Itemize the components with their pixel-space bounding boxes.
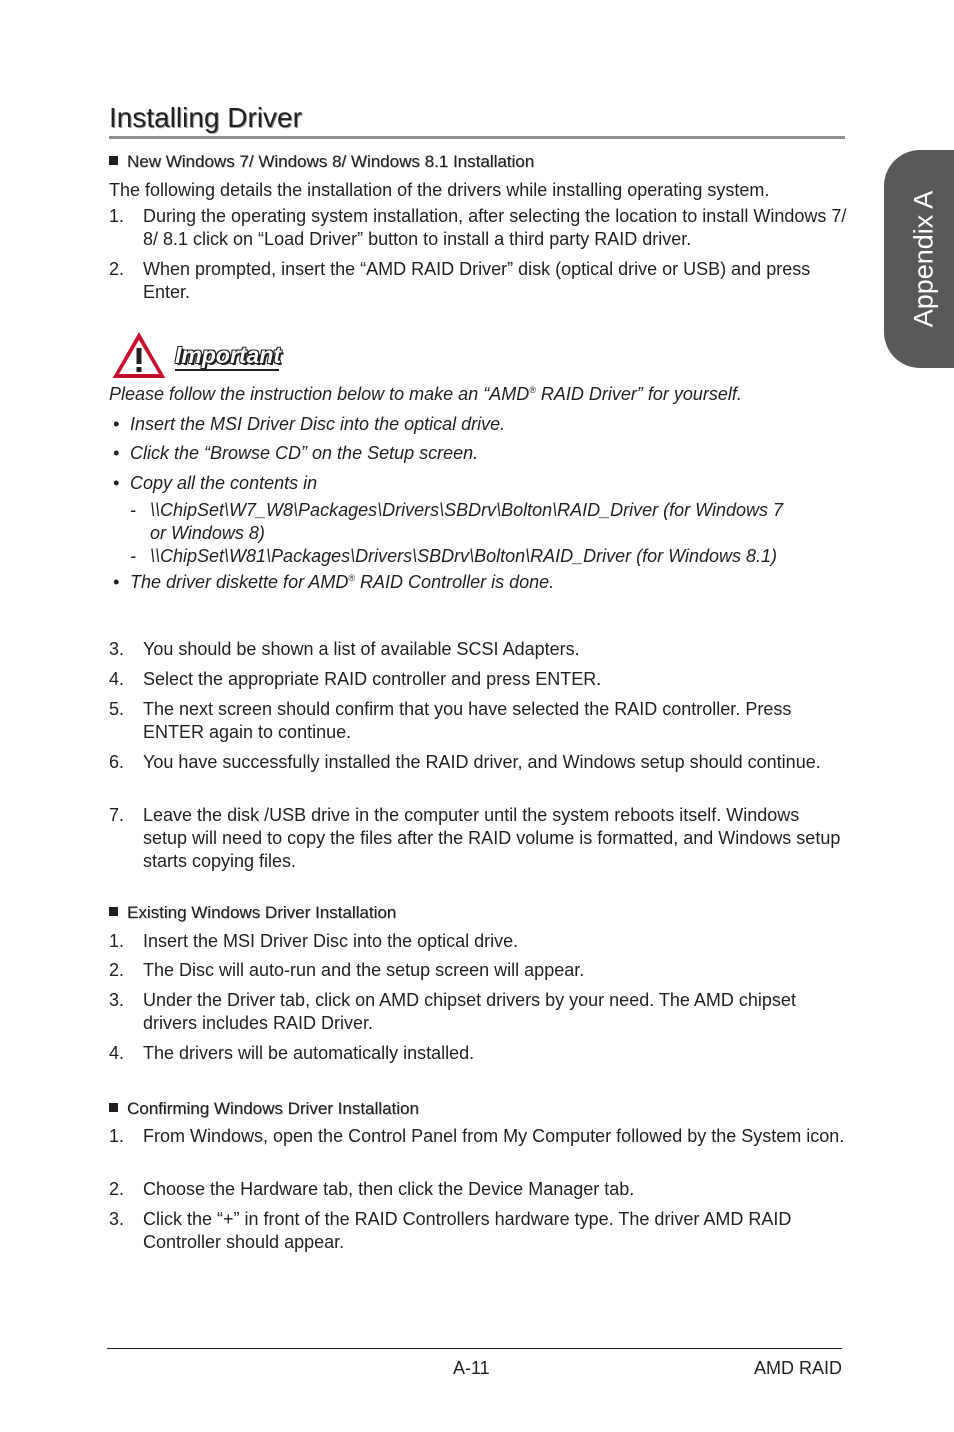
square-bullet-icon	[109, 156, 118, 165]
section-heading-existing-install	[109, 903, 396, 923]
dash-mark: -	[130, 546, 136, 566]
bullet-dot: •	[113, 414, 120, 434]
step-text: Leave the disk /USB drive in the computer until the system reboots itself. Windows setup will need to copy the files after the RAID volume is formatted, and Windows setup starts copying files.	[143, 805, 841, 871]
section-heading-text: Existing Windows Driver Installation	[127, 903, 397, 922]
important-intro-text-end: RAID Driver” for yourself.	[535, 384, 742, 404]
list-item	[109, 989, 849, 1035]
bullet-dot: •	[113, 443, 120, 463]
path-text: \\ChipSet\W81\Packages\Drivers\SBDrv\Bolton\RAID_Driver (for Windows 8.1)	[150, 546, 778, 566]
step-number: 1.	[109, 206, 125, 226]
list-item	[109, 930, 849, 953]
section-heading-confirm-install	[109, 1099, 419, 1119]
step-text: When prompted, insert the “AMD RAID Driver” disk (optical drive or USB) and press Enter.	[143, 259, 811, 302]
step-number: 5.	[109, 699, 125, 719]
list-item	[109, 205, 849, 251]
registered-mark: ®	[529, 385, 536, 395]
bullet-dot: •	[113, 473, 120, 493]
important-intro-text: Please follow the instruction below to make an “AMD	[109, 384, 530, 404]
list-item	[109, 413, 809, 436]
step-text: Insert the MSI Driver Disc into the optical drive.	[143, 931, 519, 951]
list-item	[109, 1178, 849, 1201]
title-divider	[109, 136, 845, 139]
page-number: A-11	[453, 1358, 490, 1378]
path-item	[130, 545, 835, 568]
important-label: Important	[175, 342, 282, 368]
section-heading-text: New Windows 7/ Windows 8/ Windows 8.1 Installation	[127, 152, 535, 171]
important-underline	[175, 369, 279, 371]
step-text: Choose the Hardware tab, then click the Device Manager tab.	[143, 1179, 635, 1199]
bullet-dot: •	[113, 572, 120, 592]
bullet-text: Copy all the contents in	[130, 473, 318, 493]
list-item	[109, 1042, 849, 1065]
bullet-text: Click the “Browse CD” on the Setup screen.	[130, 443, 479, 463]
section-intro: The following details the installation of the drivers while installing operating system.	[109, 180, 770, 200]
page-title: Installing Driver	[109, 102, 302, 133]
step-number: 3.	[109, 639, 125, 659]
step-text: During the operating system installation, after selecting the location to install Windows 7/ 8/ 8.1 click on “Load Driver” button to install a third party RAID driver.	[143, 206, 847, 249]
list-item	[109, 571, 809, 594]
bullet-text-end: RAID Controller is done.	[355, 572, 555, 592]
step-text: Select the appropriate RAID controller and press ENTER.	[143, 669, 602, 689]
step-text: Click the “+” in front of the RAID Controllers hardware type. The driver AMD RAID Controller should appear.	[143, 1209, 792, 1252]
warning-icon	[108, 327, 170, 382]
step-number: 1.	[109, 1126, 125, 1146]
step-number: 2.	[109, 960, 125, 980]
list-item	[109, 698, 849, 744]
step-number: 1.	[109, 931, 125, 951]
list-item	[109, 258, 849, 304]
list-item	[109, 959, 849, 982]
path-text: \\ChipSet\W7_W8\Packages\Drivers\SBDrv\Bolton\RAID_Driver (for Windows 7	[150, 500, 784, 520]
path-item	[130, 499, 835, 545]
list-item	[109, 442, 809, 465]
list-item	[109, 472, 809, 495]
registered-mark: ®	[348, 573, 356, 583]
step-number: 2.	[109, 1179, 125, 1199]
step-text: From Windows, open the Control Panel from My Computer followed by the System icon.	[143, 1126, 845, 1146]
list-item	[109, 638, 849, 661]
step-number: 4.	[109, 669, 125, 689]
list-item	[109, 751, 849, 797]
important-intro	[109, 383, 742, 406]
section-heading-text: Confirming Windows Driver Installation	[127, 1099, 419, 1118]
list-item	[109, 804, 849, 873]
step-text: The drivers will be automatically installed.	[143, 1043, 475, 1063]
appendix-side-tab	[884, 150, 954, 368]
step-number: 7.	[109, 805, 125, 825]
list-item	[109, 668, 849, 691]
footer-section-name: AMD RAID	[753, 1358, 842, 1378]
bullet-text	[130, 571, 554, 594]
path-text-cont: or Windows 8)	[150, 523, 265, 543]
step-number: 2.	[109, 259, 125, 279]
step-number: 3.	[109, 1209, 125, 1229]
dash-mark: -	[130, 500, 136, 520]
list-item	[109, 1208, 849, 1254]
footer-divider	[107, 1348, 842, 1349]
bullet-text: Insert the MSI Driver Disc into the optical drive.	[130, 414, 506, 434]
step-text: You should be shown a list of available SCSI Adapters.	[143, 639, 580, 659]
step-text: Under the Driver tab, click on AMD chipset drivers by your need. The AMD chipset drivers includes RAID Driver.	[143, 990, 796, 1033]
square-bullet-icon	[109, 1103, 118, 1112]
appendix-tab-label: Appendix A	[908, 190, 939, 328]
step-text: The next screen should confirm that you have selected the RAID controller. Press ENTER again to continue.	[143, 699, 792, 742]
step-text: You have successfully installed the RAID driver, and Windows setup should continue.	[143, 752, 821, 772]
step-number: 6.	[109, 752, 125, 772]
list-item	[109, 1125, 849, 1171]
bullet-text-start: The driver diskette for AMD	[130, 572, 349, 592]
square-bullet-icon	[109, 907, 118, 916]
step-text: The Disc will auto-run and the setup screen will appear.	[143, 960, 585, 980]
step-number: 4.	[109, 1043, 125, 1063]
section-heading-new-install	[109, 152, 534, 172]
step-number: 3.	[109, 990, 125, 1010]
